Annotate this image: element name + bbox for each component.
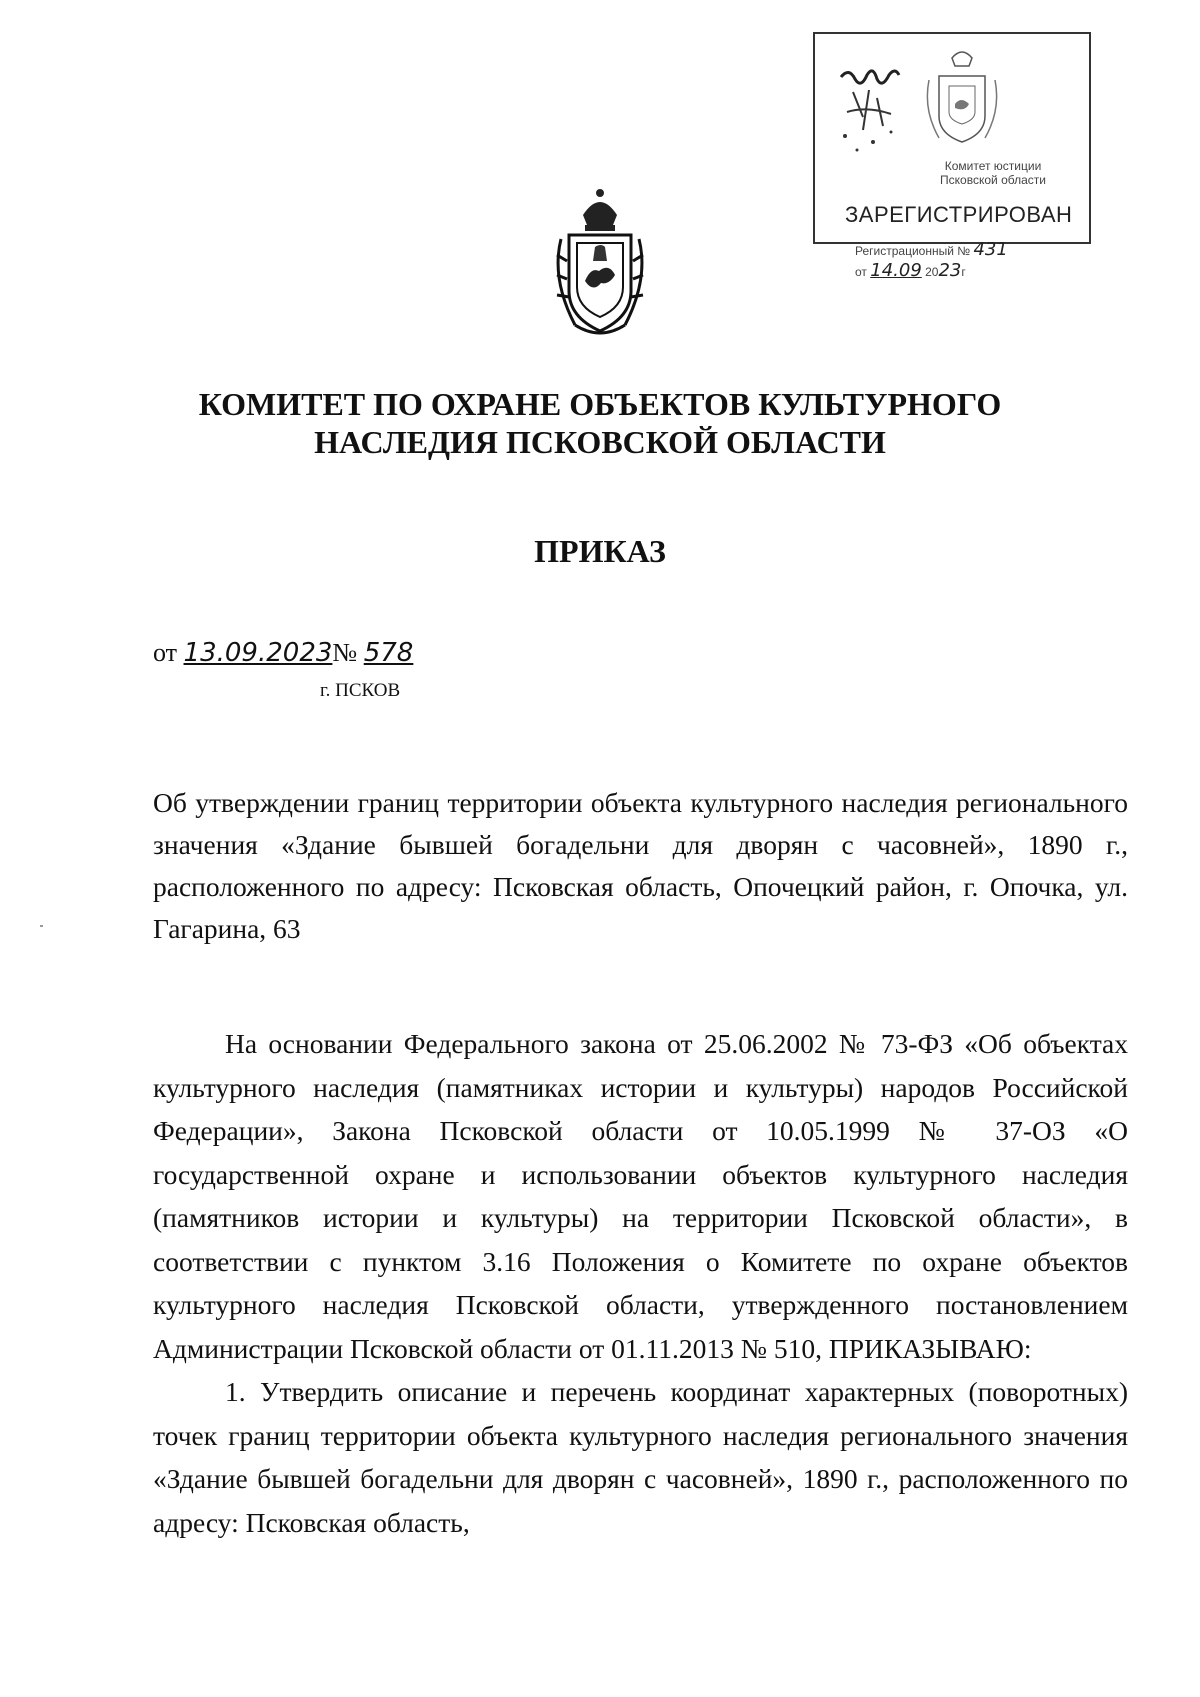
stamp-registered-label: ЗАРЕГИСТРИРОВАН (845, 202, 1073, 227)
stamp-org-line2: Псковской области (940, 173, 1046, 187)
pskov-coat-of-arms-icon (555, 185, 645, 345)
order-subject: Об утверждении границ территории объекта культурного наследия регионального значения «Здание бывшей богадельни для дворян с часовней», 1890 г., расположенного по адресу: Псковская область, Опочецкий район, г. Опочка, ул. Гагарина, 63 (153, 787, 1128, 944)
order-date-number (153, 638, 413, 668)
preamble-paragraph: На основании Федерального закона от 25.06.2002 № 73-ФЗ «Об объектах культурного наследия (памятниках истории и культуры) народов Российской Федерации», Закона Псковской области от 10.05.1999 № 37-ОЗ «О государственной охране и использовании объектов культурного наследия (памятников истории и культуры) на территории Псковской области», в соответствии с пунктом 3.16 Положения о Комитете по охране объектов культурного наследия Псковской области, утвержденного постановлением Администрации Псковской области от 01.11.2013 № 510, ПРИКАЗЫВАЮ: (153, 1028, 1128, 1364)
stamp-org-line1: Комитет юстиции (944, 159, 1042, 173)
stamp-date-year-value: 23 (938, 260, 962, 281)
stamp-date (855, 260, 966, 281)
order-date-value: 13.09.2023 (183, 638, 333, 668)
stamp-organization (923, 159, 1063, 187)
stamp-coat-of-arms-icon (917, 46, 1007, 151)
order-body (153, 1022, 1128, 1544)
stamp-date-prefix: от (855, 265, 867, 279)
org-title-line2: НАСЛЕДИЯ ПСКОВСКОЙ ОБЛАСТИ (314, 424, 886, 460)
organization-title (0, 385, 1200, 461)
order-item-1: 1. Утвердить описание и перечень координат характерных (поворотных) точек границ территории объекта культурного наследия регионального значения «Здание бывшей богадельни для дворян с часовней», 1890 г., расположенного по адресу: Псковская область, (153, 1376, 1128, 1538)
stamp-reg-number-value: 431 (973, 239, 1008, 260)
stamp-date-year-prefix: 20 (925, 265, 939, 279)
signature-icon (833, 62, 913, 162)
stamp-date-value: 14.09 (870, 260, 922, 281)
org-title-line1: КОМИТЕТ ПО ОХРАНЕ ОБЪЕКТОВ КУЛЬТУРНОГО (198, 386, 1002, 422)
order-date-prefix: от (153, 638, 178, 667)
stamp-reg-number (855, 239, 1008, 260)
stamp-date-suffix: г (961, 265, 966, 279)
margin-mark (40, 925, 43, 927)
registration-stamp (813, 32, 1091, 281)
stamp-reg-number-label: Регистрационный № (855, 244, 971, 258)
order-number-value: 578 (363, 638, 414, 668)
order-number-prefix: № (332, 638, 358, 667)
document-type: ПРИКАЗ (534, 533, 666, 569)
order-city: г. ПСКОВ (320, 680, 401, 701)
